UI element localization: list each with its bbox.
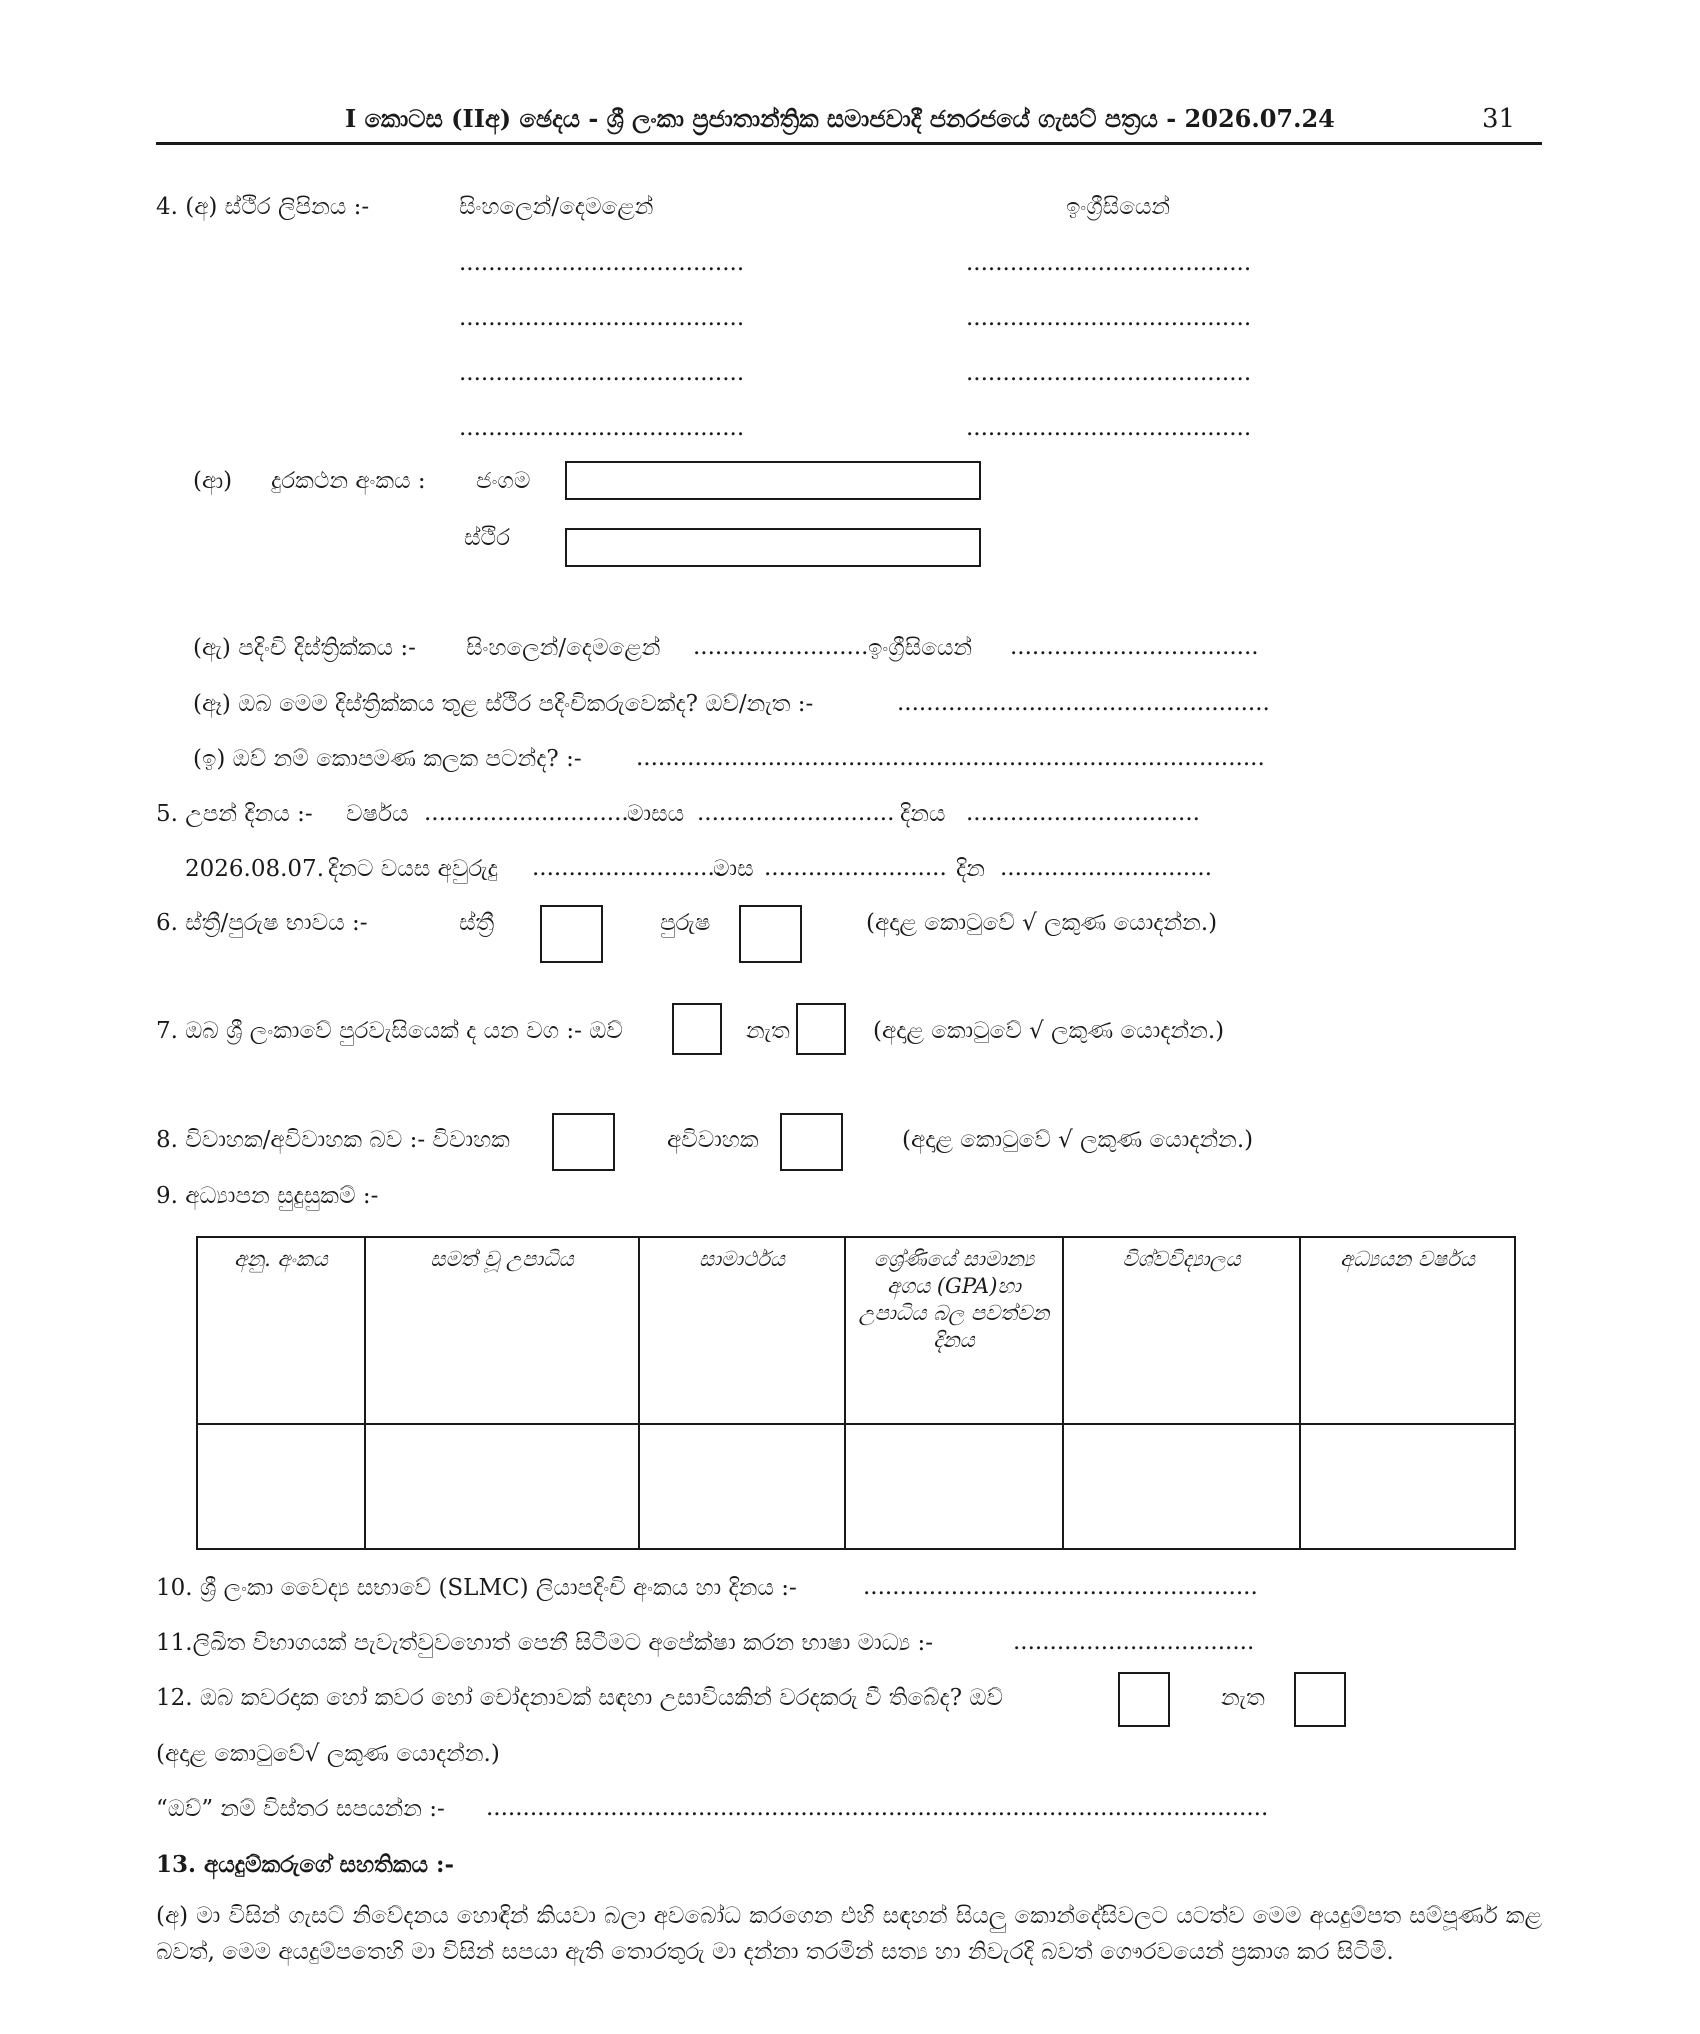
q4-phone-sublabel: (ආ) [193,468,233,494]
q4-col-sinhala: සිංහලෙන්/දෙමළෙන් [459,194,654,220]
district-sinhala-field[interactable]: ........................ [693,634,869,660]
certificate-label: 13. අයදුම්කරුගේ සහතිකය :- [156,1851,455,1878]
dob-month-label: මාසය [627,801,685,827]
cell-degree[interactable] [365,1424,639,1549]
dob-month-field[interactable]: ........................... [697,800,895,826]
district-english-label: ඉංග්‍රීසියෙන් [868,635,973,661]
unmarried-checkbox[interactable] [780,1113,843,1171]
marital-tick-note: (අදාළ කොටුවේ √ ලකුණ යොදන්න.) [902,1127,1254,1153]
cell-pass-class[interactable] [639,1424,845,1549]
q4-address-label: 4. (අ) ස්ථිර ලිපිනය :- [156,194,370,220]
cell-academic-year[interactable] [1300,1424,1515,1549]
mobile-label: ජංගම [476,468,531,494]
conviction-tick-note: (අදාළ කොටුවේ√ ලකුණ යොදන්න.) [156,1741,500,1767]
cell-gpa-effective-date[interactable] [845,1424,1063,1549]
dob-label: 5. උපන් දිනය :- [156,801,313,827]
col-pass-class: සාමාර්ථය [639,1237,845,1424]
conviction-details-field[interactable]: ........................................................................................................... [486,1795,1269,1821]
education-label: 9. අධ්‍යාපන සුදුසුකම් :- [156,1183,379,1209]
education-table [196,1236,1516,1550]
citizen-tick-note: (අදාළ කොටුවේ √ ලකුණ යොදන්න.) [873,1018,1225,1044]
permanent-resident-field[interactable]: ................................................... [897,690,1270,716]
page-number: 31 [1482,104,1516,134]
slmc-label: 10. ශ්‍රී ලංකා වෛද්‍ය සභාවේ (SLMC) ලියාපදිංචි අංකය හා දිනය :- [156,1575,797,1601]
mobile-number-box[interactable] [565,461,981,500]
address-english-line-2[interactable]: ....................................... [966,305,1252,331]
col-gpa-effective-date: ශ්‍රේණියේ සාමාන්‍ය අගය (GPA)හා උපාධිය බල පවත්වන දිනය [845,1237,1063,1424]
unmarried-label: අවිවාහක [667,1127,759,1153]
male-checkbox[interactable] [739,905,802,963]
male-label: පුරුෂ [660,910,711,936]
citizen-yes-checkbox[interactable] [672,1003,722,1055]
residence-since-field[interactable]: ...................................................................................... [636,745,1265,771]
marital-label: 8. විවාහක/අවිවාහක බව :- විවාහක [156,1127,510,1153]
q4-phone-label: දුරකථන අංකය : [271,468,426,494]
conviction-no-checkbox[interactable] [1294,1672,1346,1727]
citizen-no-label: නැත [746,1018,790,1044]
address-sinhala-line-2[interactable]: ....................................... [459,305,745,331]
married-checkbox[interactable] [552,1113,615,1171]
header-rule [156,142,1542,145]
address-english-line-4[interactable]: ....................................... [966,415,1252,441]
address-sinhala-line-4[interactable]: ....................................... [459,415,745,441]
gazette-header-title: I කොටස (IIඅ) ඡෙදය - ශ්‍රී ලංකා ප්‍රජාතාන්ත්‍රික සමාජවාදී ජනරජයේ ගැසට් පත්‍රය - 2026.07.24 [345,104,1335,133]
district-sinhala-label: සිංහලෙන්/දෙමළෙන් [466,635,661,661]
female-label: ස්ත්‍රී [459,910,495,936]
conviction-details-label: “ඔව්” නම් විස්තර සපයන්න :- [156,1796,445,1822]
dob-day-label: දිනය [900,801,946,827]
gender-label: 6. ස්ත්‍රී/පුරුෂ භාවය :- [156,910,368,936]
citizen-label: 7. ඔබ ශ්‍රී ලංකාවේ පුරවැසියෙක් ද යන වග :- ඔව් [156,1018,623,1044]
q4-col-english: ඉංග්‍රීසියෙන් [1066,194,1171,220]
dob-year-label: වර්ෂය [346,801,409,827]
fixed-number-box[interactable] [565,528,981,567]
age-reference-date: 2026.08.07. [185,856,324,882]
col-serial-number: අනු. අංකය [197,1237,365,1424]
address-sinhala-line-1[interactable]: ....................................... [459,250,745,276]
address-english-line-1[interactable]: ....................................... [966,250,1252,276]
age-days-label: දින [956,856,985,882]
dob-year-field[interactable]: ............................. [424,800,637,826]
fixed-phone-label: ස්ථිර [464,525,510,551]
age-months-label: මාස [713,856,754,882]
age-months-field[interactable]: ......................... [764,855,947,881]
cell-serial-number[interactable] [197,1424,365,1549]
conviction-question: 12. ඔබ කවරදාක හෝ කවර හෝ චෝදනාවක් සඳහා උසාවියකින් වරදකරු වී තිබේද? ඔව් [156,1685,1003,1711]
permanent-resident-question: (ඈ) ඔබ මෙම දිස්ත්‍රික්කය තුළ ස්ථිර පදිංචිකරුවෙක්ද? ඔව්/නැත :- [193,691,814,717]
exam-medium-field[interactable]: ................................. [1013,1629,1255,1655]
address-english-line-3[interactable]: ....................................... [966,360,1252,386]
col-degree: සමත් වූ උපාධිය [365,1237,639,1424]
district-english-field[interactable]: .................................. [1010,634,1259,660]
female-checkbox[interactable] [540,905,603,963]
slmc-field[interactable]: ...................................................... [863,1574,1258,1600]
conviction-yes-checkbox[interactable] [1118,1672,1170,1727]
col-academic-year: අධ්‍යයන වර්ෂය [1300,1237,1515,1424]
cell-university[interactable] [1063,1424,1300,1549]
age-years-label: දිනට වයස අවුරුදු [328,856,498,882]
exam-medium-label: 11.ලිඛිත විභාගයක් පැවැත්වුවහොත් පෙනී සිටීමට අපේක්ෂා කරන භාෂා මාධ්‍ය :- [156,1630,934,1656]
address-sinhala-line-3[interactable]: ....................................... [459,360,745,386]
residence-since-question: (ඉ) ඔව් නම් කොපමණ කලක පටන්ද? :- [193,746,582,772]
age-days-field[interactable]: ............................. [1000,855,1213,881]
gender-tick-note: (අදාළ කොටුවේ √ ලකුණ යොදන්න.) [866,910,1218,936]
district-label: (ඇ) පදිංචි දිස්ත්‍රික්කය :- [193,635,416,661]
dob-day-field[interactable]: ................................ [966,800,1200,826]
education-table-header-row [197,1237,1515,1424]
table-row [197,1424,1515,1549]
col-university: විශ්වවිද්‍යාලය [1063,1237,1300,1424]
citizen-no-checkbox[interactable] [796,1003,846,1055]
certificate-paragraph: (අ) මා විසින් ගැසට් නිවේදනය හොඳින් කියවා බලා අවබෝධ කරගෙන එහි සඳහන් සියලු කොන්දේසිවලට යටත්ව මෙම අයදුම්පත සම්පූර්ණ කළ බවත්, මෙම අයදුම්පතෙහි මා විසින් සපයා ඇති තොරතුරු මා දන්නා තරමින් සත්‍ය හා නිවැරදි බවත් ගෞරවයෙන් ප්‍රකාශ කර සිටිමි. [156,1903,1542,1965]
age-years-field[interactable]: .......................... [532,855,723,881]
conviction-no-label: නැත [1221,1685,1265,1711]
